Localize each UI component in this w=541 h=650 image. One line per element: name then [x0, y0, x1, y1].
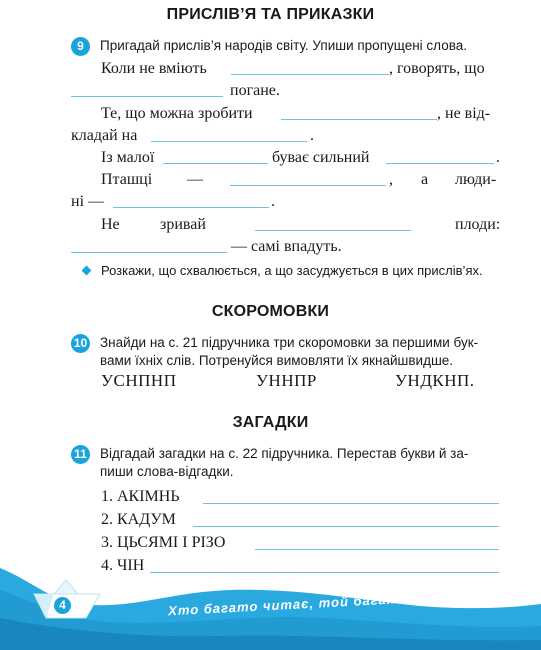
riddle-item: 3. ЦЬСЯМІ І РІЗО — [101, 534, 226, 551]
blank-field[interactable] — [231, 74, 389, 75]
proverb2-text-a: Те, що можна зробити — [101, 105, 253, 122]
section-title-riddles: ЗАГАДКИ — [232, 414, 309, 431]
proverb4-text-b: — — [187, 171, 203, 188]
proverb5-text-b: зривай — [160, 216, 206, 233]
proverb1-text-a: Коли не вміють — [101, 60, 207, 77]
riddle-item: 1. АКІМНЬ — [101, 488, 180, 505]
riddle-item: 4. ЧІН — [101, 557, 145, 574]
proverb2-text-c: кладай на — [71, 127, 138, 144]
task-number-10: 10 — [71, 334, 90, 353]
riddle-item: 2. КАДУМ — [101, 511, 176, 528]
proverb5-text-a: Не — [101, 216, 120, 233]
answer-field[interactable] — [193, 526, 499, 527]
task11-instruction-line1: Відгадай загадки на с. 22 підручника. Перестав букви й за- — [100, 446, 469, 461]
footer-motto: Хто багато читає, той багато знає. — [167, 588, 451, 619]
section-title-tongue-twisters: СКОРОМОВКИ — [211, 303, 330, 320]
blank-field[interactable] — [230, 185, 386, 186]
blank-field[interactable] — [386, 163, 494, 164]
section-title-proverbs: ПРИСЛІВ’Я ТА ПРИКАЗКИ — [166, 6, 375, 23]
task10-instruction-line2: вами їхніх слів. Потренуйся вимовляти їх якнайшвидше. — [100, 353, 454, 368]
task9-instruction: Пригадай прислів’я народів світу. Упиши пропущені слова. — [100, 38, 467, 53]
proverb3-text-b: буває сильний — [272, 149, 370, 166]
tongue-twister-code: УСНПНП — [101, 371, 177, 390]
proverb1-text-b: , говорять, що — [389, 60, 485, 77]
task11-instruction-line2: пиши слова-відгадки. — [100, 464, 234, 479]
task10-instruction-line1: Знайди на с. 21 підручника три скоромовки за першими бук- — [100, 335, 479, 350]
blank-field[interactable] — [71, 96, 223, 97]
proverb4-text-c: , — [389, 171, 393, 188]
proverb1-text-c: погане. — [230, 82, 280, 99]
proverb4-text-e: люди- — [455, 171, 497, 188]
answer-field[interactable] — [255, 549, 499, 550]
proverb3-text-a: Із малої — [101, 149, 155, 166]
blank-field[interactable] — [163, 163, 268, 164]
proverb4-text-a: Пташці — [101, 171, 153, 188]
proverb5-text-d: — самі впадуть. — [231, 238, 342, 255]
blank-field[interactable] — [113, 207, 269, 208]
task-number-11: 11 — [71, 445, 90, 464]
blank-field[interactable] — [281, 119, 437, 120]
blank-field[interactable] — [151, 141, 307, 142]
blank-field[interactable] — [255, 230, 411, 231]
proverb4-text-d: а — [421, 171, 429, 188]
diamond-bullet-icon — [82, 266, 92, 276]
proverb2-text-b: , не від- — [437, 105, 491, 122]
page-number: 4 — [54, 597, 71, 614]
blank-field[interactable] — [71, 252, 227, 253]
proverb2-text-d: . — [310, 127, 314, 144]
tongue-twister-code: УНДКНП. — [395, 371, 475, 390]
proverb4-text-f: ні — — [71, 193, 105, 210]
proverb4-text-g: . — [271, 193, 275, 210]
proverb5-text-c: плоди: — [455, 216, 501, 233]
proverb3-text-c: . — [496, 149, 500, 166]
tongue-twister-code: УННПР — [256, 371, 317, 390]
task-number-9: 9 — [71, 37, 90, 56]
task9-subtask: Розкажи, що схвалюється, а що засуджується в цих прислів’ях. — [101, 263, 483, 278]
answer-field[interactable] — [203, 503, 499, 504]
